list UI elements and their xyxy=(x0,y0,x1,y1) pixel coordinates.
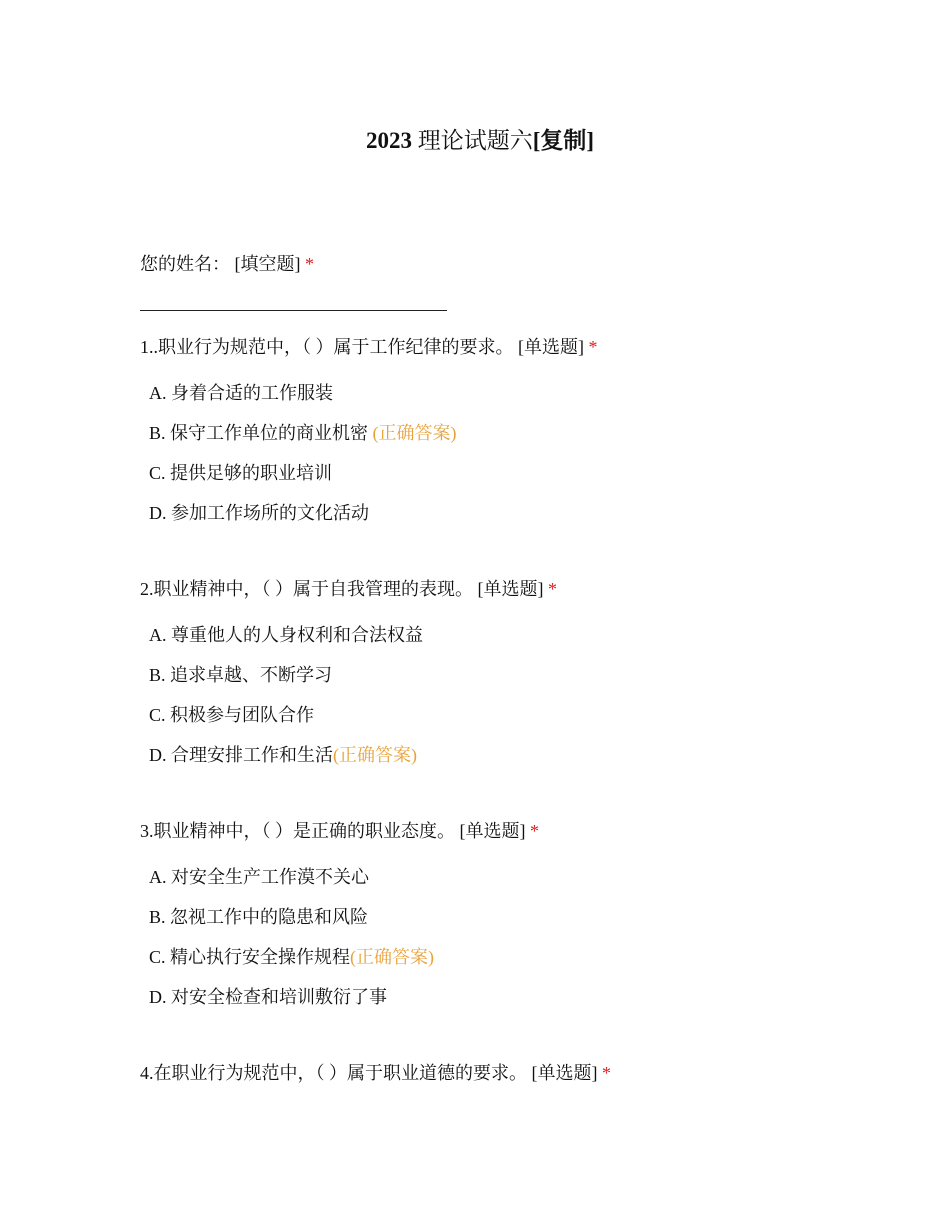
question-text: 3.职业精神中，（ ）是正确的职业态度。 xyxy=(140,821,455,841)
option-text: B. 追求卓越、不断学习 xyxy=(149,665,333,685)
question-3 xyxy=(140,817,860,1011)
option-d[interactable] xyxy=(149,741,860,769)
question-text: 4.在职业行为规范中，（ ）属于职业道德的要求。 xyxy=(140,1063,527,1083)
question-type-tag: [单选题] xyxy=(518,337,584,357)
option-text: D. 合理安排工作和生活 xyxy=(149,745,333,765)
question-type-tag: [单选题] xyxy=(477,579,544,599)
option-text: B. 保守工作单位的商业机密 xyxy=(149,423,369,443)
required-mark: * xyxy=(305,254,314,274)
option-c[interactable] xyxy=(149,943,860,971)
correct-answer-note: (正确答案) xyxy=(368,423,457,443)
option-list xyxy=(140,379,860,527)
option-a[interactable] xyxy=(149,863,860,891)
option-list xyxy=(140,621,860,769)
option-b[interactable] xyxy=(149,903,860,931)
option-a[interactable] xyxy=(149,621,860,649)
question-1 xyxy=(140,333,860,527)
option-text: A. 尊重他人的人身权利和合法权益 xyxy=(149,625,423,645)
survey-body xyxy=(140,250,860,1087)
option-text: A. 身着合适的工作服装 xyxy=(149,383,333,403)
option-c[interactable] xyxy=(149,701,860,729)
question-stem xyxy=(140,333,860,361)
option-text: B. 忽视工作中的隐患和风险 xyxy=(149,907,369,927)
option-text: D. 对安全检查和培训敷衍了事 xyxy=(149,987,387,1007)
correct-answer-note: (正确答案) xyxy=(333,745,417,765)
required-mark: * xyxy=(530,821,539,841)
option-b[interactable] xyxy=(149,419,860,447)
required-mark: * xyxy=(588,337,598,357)
option-list xyxy=(140,863,860,1011)
correct-answer-note: (正确答案) xyxy=(350,947,435,967)
title-copy-tag: [复制] xyxy=(532,128,595,154)
question-4 xyxy=(140,1059,860,1087)
option-b[interactable] xyxy=(149,661,860,689)
option-d[interactable] xyxy=(149,499,860,527)
required-mark: * xyxy=(548,579,557,599)
option-c[interactable] xyxy=(149,459,860,487)
question-2 xyxy=(140,575,860,769)
option-text: C. 积极参与团队合作 xyxy=(149,705,315,725)
name-question xyxy=(140,250,860,311)
title-text: 理论试题六 xyxy=(411,128,533,154)
question-stem xyxy=(140,817,860,845)
question-stem xyxy=(140,575,860,603)
page-title xyxy=(0,125,950,157)
title-year: 2023 xyxy=(365,128,412,154)
name-question-stem xyxy=(140,250,860,278)
question-type-tag: [单选题] xyxy=(459,821,526,841)
question-stem xyxy=(140,1059,860,1087)
required-mark: * xyxy=(602,1063,611,1083)
option-text: C. 精心执行安全操作规程 xyxy=(149,947,351,967)
option-text: A. 对安全生产工作漠不关心 xyxy=(149,867,369,887)
option-text: C. 提供足够的职业培训 xyxy=(149,463,333,483)
question-text: 2.职业精神中，（ ）属于自我管理的表现。 xyxy=(140,579,473,599)
question-type-tag: [填空题] xyxy=(234,254,301,274)
option-text: D. 参加工作场所的文化活动 xyxy=(149,503,369,523)
name-answer-line[interactable] xyxy=(140,310,447,311)
name-label: 您的姓名： xyxy=(140,254,230,274)
option-d[interactable] xyxy=(149,983,860,1011)
option-a[interactable] xyxy=(149,379,860,407)
question-type-tag: [单选题] xyxy=(531,1063,598,1083)
question-text: 1..职业行为规范中，（ ）属于工作纪律的要求。 xyxy=(140,337,514,357)
